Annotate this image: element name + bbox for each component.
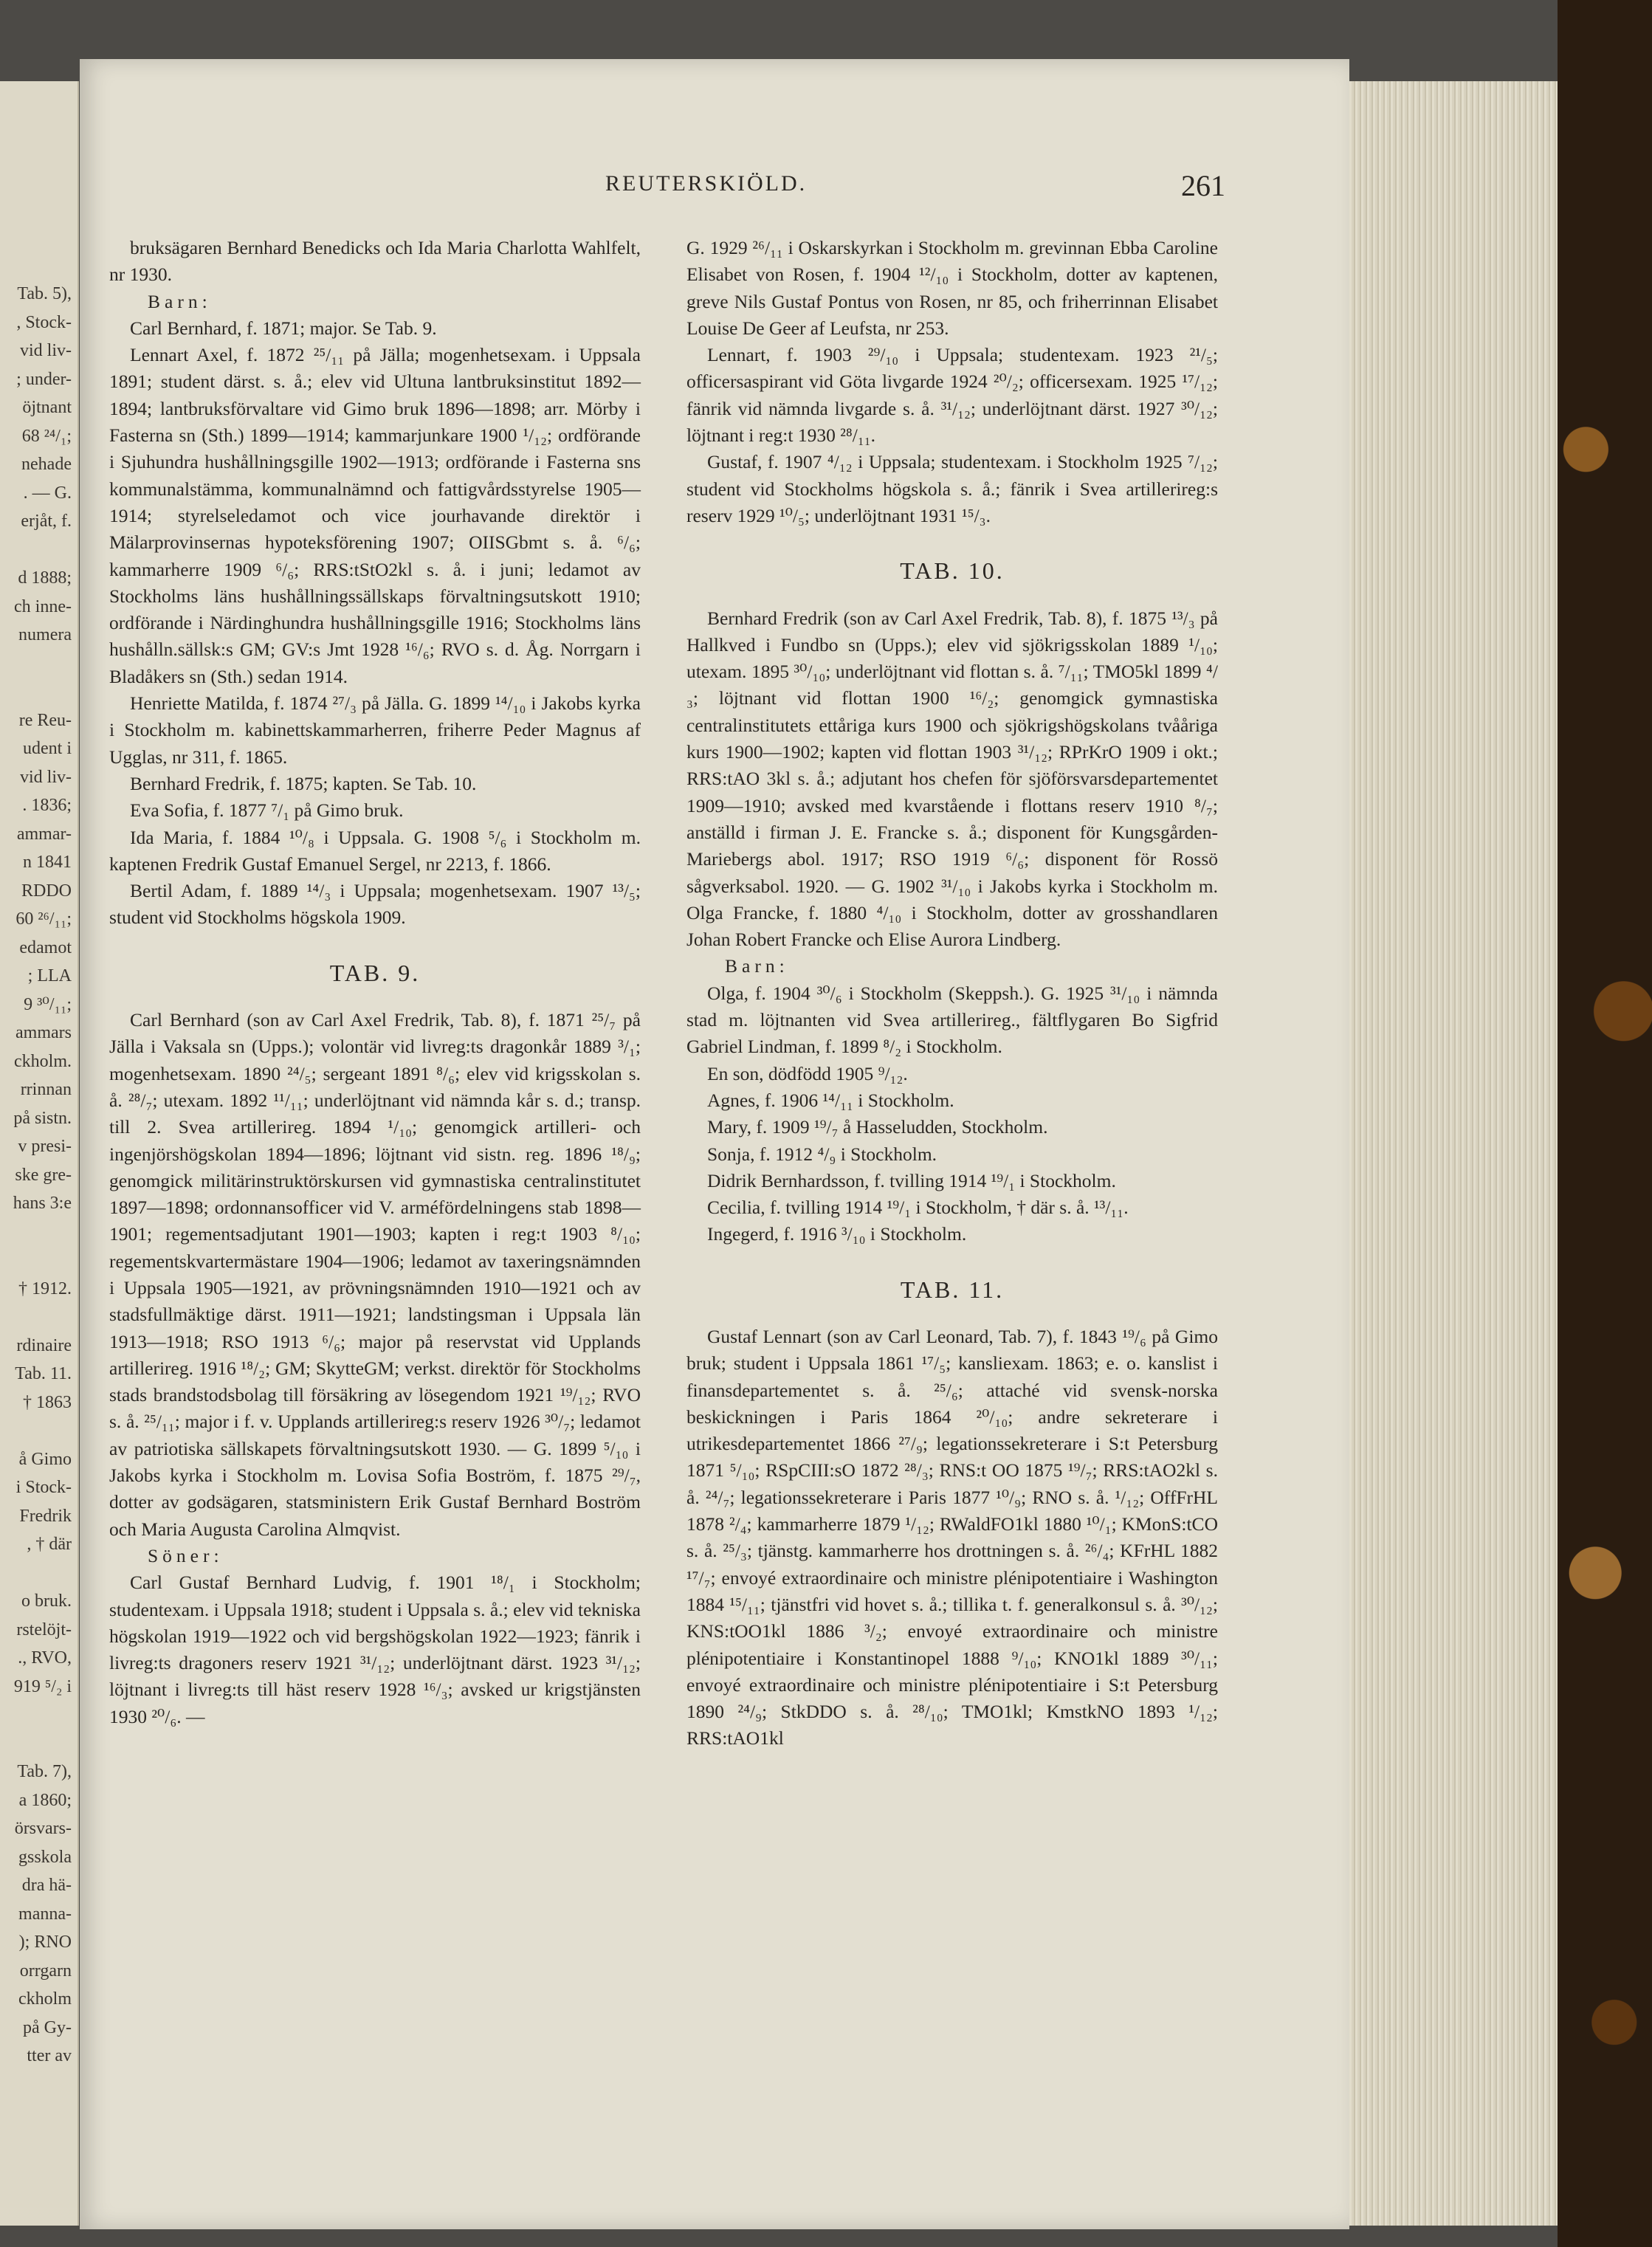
left-page-text-fragment: v presi- xyxy=(18,1137,72,1156)
entry-paragraph: Lennart Axel, f. 1872 ²⁵/₁₁ på Jälla; mogenhetsexam. i Uppsala 1891; student därst. s. å.; elev vid Ultuna lantbruksinstitut 1892—1894; lantbruksförvaltare vid Gimo bruk 1896—1898; arr. Mörby i Fasterna sn (Sth.) 1899—1914; kammarjunkare 1900 ¹/₁₂; ordförande i Sjuhundra hushållningsgille 1902—1913; ordförande i Fasterna sns kommunalstämma, kommunalnämnd och fattigvårdsstyrelse 1905—1914; styrelseledamot och vice jourhavande direktör i Mälarprovinsernas hypoteksförening 1907; OIISGbmt s. å. ⁶/₆; kammarherre 1909 ⁶/₆; RRS:tStO2kl s. å. i juni; ledamot av Stockholms läns hushållningssällskaps förvaltningsutskott 1910; ordförande i Närdinghundra hushållningsgille 1916; Stockholms läns hushålln.sällsk:s GM; GV:s Jmt 1928 ¹⁶/₆; RVO s. d. Åg. Norrgarn i Bladåkers sn (Sth.) sedan 1914. xyxy=(109,344,641,687)
left-page-text-fragment: Tab. 5), xyxy=(17,284,72,303)
left-page-text-fragment: . — G. xyxy=(23,483,72,503)
left-page-text-fragment: nehade xyxy=(21,455,72,474)
table-heading: TAB. 11. xyxy=(900,1276,1005,1303)
running-header: REUTERSKIÖLD. xyxy=(605,171,808,196)
entry-paragraph: bruksägaren Bernhard Benedicks och Ida Maria Charlotta Wahlfelt, nr 1930. xyxy=(109,237,641,286)
left-page-text-fragment: hans 3:e xyxy=(13,1194,72,1213)
left-page-text-fragment: 919 ⁵/₂ i xyxy=(13,1676,72,1696)
left-page-text-fragment: n 1841 xyxy=(23,853,72,872)
left-page-text-fragment: tter av xyxy=(27,2046,72,2065)
entry-paragraph: Bertil Adam, f. 1889 ¹⁴/₃ i Uppsala; mogenhetsexam. 1907 ¹³/₅; student vid Stockholms högskola 1909. xyxy=(109,880,641,929)
left-page-text-fragment: ch inne- xyxy=(14,596,72,616)
left-page-text-fragment: öjtnant xyxy=(22,398,72,417)
left-page-text-fragment: o bruk. xyxy=(21,1592,72,1611)
table-heading: TAB. 10. xyxy=(900,557,1005,585)
table-heading: TAB. 9. xyxy=(329,959,421,986)
left-page-text-fragment: a 1860; xyxy=(18,1790,72,1810)
entry-paragraph: Mary, f. 1909 ¹⁹/₇ å Hasseludden, Stockholm. xyxy=(707,1116,1048,1138)
left-column xyxy=(109,235,641,1730)
left-page-text-fragment: örsvars- xyxy=(14,1819,72,1838)
entry-paragraph: G. 1929 ²⁶/₁₁ i Oskarskyrkan i Stockholm m. grevinnan Ebba Caroline Elisabet von Rosen, f. 1904 ¹²/₁₀ i Stockholm, dotter av kaptenen, greve Nils Gustaf Pontus von Rosen, nr 85, och friherrinnan Elisabet Louise De Geer af Leufsta, nr 253. xyxy=(686,237,1218,339)
left-page-text-fragment: å Gimo xyxy=(18,1449,72,1469)
left-page-text-fragment: rrinnan xyxy=(20,1080,72,1099)
left-page-text-fragment: ammars xyxy=(16,1023,72,1042)
left-page-text-fragment: orrgarn xyxy=(19,1961,72,1981)
left-page-text-fragment: på Gy- xyxy=(23,2017,72,2037)
left-page-text-fragment: , † där xyxy=(27,1535,72,1554)
left-page-text-fragment: ammar- xyxy=(16,824,72,844)
left-page-text-fragment: † 1912. xyxy=(18,1279,72,1298)
left-page-text-fragment: erjåt, f. xyxy=(21,512,72,531)
entry-paragraph: Ida Maria, f. 1884 ¹⁰/₈ i Uppsala. G. 1908 ⁵/₆ i Stockholm m. kaptenen Fredrik Gustaf Emanuel Sergel, nr 2213, f. 1866. xyxy=(109,826,641,875)
section-label: Barn: xyxy=(148,290,212,312)
entry-paragraph: Cecilia, f. tvilling 1914 ¹⁹/₁ i Stockholm, † där s. å. ¹³/₁₁. xyxy=(707,1197,1129,1219)
left-page-text-fragment: Tab. 11. xyxy=(15,1364,72,1383)
entry-paragraph: Gustaf Lennart (son av Carl Leonard, Tab. 7), f. 1843 ¹⁹/₆ på Gimo bruk; student i Uppsala 1861 ¹⁷/₅; kansliexam. 1863; e. o. kanslist i finansdepartementet s. å. ²⁵/₆; attaché vid svensk-norska beskickningen i Paris 1864 ²⁰/₁₀; andre sekreterare i utrikesdepartementet 1866 ²⁷/₉; legationssekreterare i S:t Petersburg 1871 ⁵/₁₀; RSpCIII:sO 1872 ²⁸/₃; RNS:t OO 1875 ¹⁹/₇; RRS:tAO2kl s. å. ²⁴/₇; legationssekreterare i Paris 1877 ¹⁰/₉; RNO s. å. ¹/₁₂; OffFrHL 1878 ²/₄; kammarherre 1879 ¹/₁₂; RWaldFO1kl 1880 ¹⁰/₁; KMonS:tCO s. å. ²⁵/₃; tjänstg. kammarherre hos drottningen s. å. ²⁶/₄; KFrHL 1882 ¹⁷/₇; envoyé extraordinaire och ministre plénipotentiaire i Washington 1884 ¹⁵/₁₁; tjänstfri vid hovet s. å.; tillika t. f. generalkonsul s. å. ³⁰/₁₂; KNS:tOO1kl 1886 ³/₂; envoyé extraordinaire och ministre plénipotentiaire i Konstantinopel 1888 ⁹/₁₀; KNO1kl 1889 ³⁰/₁₁; envoyé extraordinaire och ministre plénipotentiaire i S:t Petersburg 1890 ²⁴/₉; StkDDO s. å. ²⁸/₁₀; TMO1kl; KmstkNO 1893 ¹/₁₂; RRS:tAO1kl xyxy=(686,1325,1218,1749)
right-column xyxy=(686,235,1218,1752)
entry-paragraph: Agnes, f. 1906 ¹⁴/₁₁ i Stockholm. xyxy=(707,1089,954,1111)
left-page-text-fragment: , Stock- xyxy=(16,312,72,332)
left-page-text-fragment: i Stock- xyxy=(16,1478,72,1497)
left-page-text-fragment: . 1836; xyxy=(22,796,72,815)
left-page-text-fragment: ); RNO xyxy=(18,1933,72,1952)
left-page-text-fragment: vid liv- xyxy=(20,767,72,787)
left-page-text-fragment: d 1888; xyxy=(18,568,72,588)
left-page-text-fragment: ckholm xyxy=(18,1989,72,2009)
left-page-text-fragment: numera xyxy=(18,625,72,644)
left-page-text-fragment: ; LLA xyxy=(27,966,72,985)
entry-paragraph: Carl Bernhard (son av Carl Axel Fredrik, Tab. 8), f. 1871 ²⁵/₇ på Jälla i Vaksala sn (Upps.); volontär vid livreg:ts dragonkår 1889 ³/₁; mogenhetsexam. 1890 ²⁴/₅; sergeant 1891 ⁸/₆; elev vid krigsskolan s. å. ²⁸/₇; utexam. 1892 ¹¹/₁₁; underlöjtnant vid nämnda kår s. d.; transp. till 2. Svea artillerireg. 1894 ¹/₁₀; genomgick artilleri- och ingenjörshögskolan 1894—1896; löjtnant vid sistn. reg. 1896 ¹⁸/₉; genomgick militärinstruktörskursen vid gymnastiska centralinstitutet 1897—1898; ordonnansofficer vid V. arméfördelningens stab 1898—1901; regementsadjutant 1901—1903; kapten i reg:t 1903 ⁸/₁₀; regementskvartermästare 1904—1906; ledamot av taxeringsnämnden i Uppsala 1905—1921, av prövningsnämnden 1910—1921 och av stadsfullmäktige därst. 1911—1921; landstingsman i Uppsala län 1913—1918; RSO 1913 ⁶/₆; major på reservstat vid Upplands artillerireg. 1916 ¹⁸/₂; GM; SkytteGM; verkst. direktör för Stockholms stads brandstodsbolag till försäkring av lösegendom 1921 ¹⁹/₁₂; RVO s. å. ²⁵/₁₁; major i f. v. Upplands artillerireg:s reserv 1926 ³⁰/₇; ledamot av patriotiska sällskapets förvaltningsutskott 1930. — G. 1899 ⁵/₁₀ i Jakobs kyrka i Stockholm m. Lovisa Sofia Boström, f. 1875 ²⁹/₇, dotter av godsägaren, statsministern Erik Gustaf Bernhard Boström och Maria Augusta Carolina Almqvist. xyxy=(109,1009,641,1540)
entry-paragraph: Sonja, f. 1912 ⁴/₉ i Stockholm. xyxy=(707,1143,937,1165)
left-page-text-fragment: 9 ³⁰/₁₁; xyxy=(24,994,72,1014)
left-page-text-fragment: Fredrik xyxy=(19,1506,72,1526)
left-page-text-fragment: 68 ²⁴/₁; xyxy=(21,426,72,446)
left-page-text-fragment: † 1863 xyxy=(23,1392,72,1412)
entry-paragraph: Carl Gustaf Bernhard Ludvig, f. 1901 ¹⁸/₁ i Stockholm; studentexam. i Uppsala 1918; student i Uppsala s. å.; elev vid tekniska högskolan 1919—1922 och vid bergshögskolan 1922—1923; fänrik i livreg:ts dragoners reserv 1921 ³¹/₁₂; underlöjtnant därst. 1923 ³¹/₁₂; löjtnant i livreg:ts till häst reserv 1928 ¹⁶/₃; avsked ur krigstjänsten 1930 ²⁰/₆. — xyxy=(109,1572,641,1727)
left-page-text-fragment: manna- xyxy=(18,1904,72,1924)
left-page-text-fragment: dra hä- xyxy=(21,1876,72,1895)
left-page-text-fragment: ckholm. xyxy=(14,1051,72,1071)
entry-paragraph: Lennart, f. 1903 ²⁹/₁₀ i Uppsala; studentexam. 1923 ²¹/₅; officersaspirant vid Göta livgarde 1924 ²⁰/₂; officersexam. 1925 ¹⁷/₁₂; fänrik vid nämnda livgarde s. å. ³¹/₁₂; underlöjtnant därst. 1927 ³⁰/₁₂; löjtnant i reg:t 1930 ²⁸/₁₁. xyxy=(686,344,1218,447)
left-page-text-fragment: rstelöjt- xyxy=(16,1620,72,1639)
entry-paragraph: Bernhard Fredrik (son av Carl Axel Fredrik, Tab. 8), f. 1875 ¹³/₃ på Hallkved i Fundbo sn (Upps.); elev vid sjökrigsskolan 1889 ¹/₁₀; utexam. 1895 ³⁰/₁₀; underlöjtnant vid flottan s. å. ⁷/₁₁; TMO5kl 1899 ⁴/₃; löjtnant vid flottan 1900 ¹⁶/₂; genomgick gymnastiska centralinstitutets ettåriga kurs 1900 och sjökrigshögskolans tvååriga kurs 1900—1902; kapten vid flottan 1903 ³¹/₁₂; RPrKrO 1909 i okt.; RRS:tAO 3kl s. å.; adjutant hos chefen för sjöförsvarsdepartementet 1909—1910; avsked med kvarstående i flottans reserv 1910 ⁸/₇; anställd i firman J. E. Francke s. å.; disponent för Kungsgården-Mariebergs abol. 1917; RSO 1919 ⁶/₆; disponent för Rossö sågverksabol. 1920. — G. 1902 ³¹/₁₀ i Jakobs kyrka i Stockholm m. Olga Francke, f. 1880 ⁴/₁₀ i Stockholm, dotter av grosshandlaren Johan Robert Francke och Elise Aurora Lindberg. xyxy=(686,607,1218,951)
left-page-text-fragment: ske gre- xyxy=(15,1165,72,1185)
entry-paragraph: Bernhard Fredrik, f. 1875; kapten. Se Tab. 10. xyxy=(130,772,477,794)
entry-paragraph: Eva Sofia, f. 1877 ⁷/₁ på Gimo bruk. xyxy=(130,799,404,822)
left-page-text-fragment: edamot xyxy=(19,937,72,957)
entry-paragraph: Didrik Bernhardsson, f. tvilling 1914 ¹⁹/₁ i Stockholm. xyxy=(707,1169,1116,1191)
left-page-text-fragment: RDDO xyxy=(21,881,72,901)
left-page-text-fragment: 60 ²⁶/₁₁; xyxy=(16,909,72,929)
entry-paragraph: Gustaf, f. 1907 ⁴/₁₂ i Uppsala; studentexam. i Stockholm 1925 ⁷/₁₂; student vid Stockholms högskola s. å.; fänrik i Svea artillerireg:s reserv 1929 ¹⁰/₅; underlöjtnant 1931 ¹⁵/₃. xyxy=(686,451,1218,526)
left-page-text-fragment: re Reu- xyxy=(18,710,72,730)
left-page-margin xyxy=(0,81,79,2226)
page-number: 261 xyxy=(1181,169,1225,202)
left-page-text-fragment: udent i xyxy=(23,739,72,758)
section-label: Barn: xyxy=(725,955,789,977)
entry-paragraph: Ingegerd, f. 1916 ³/₁₀ i Stockholm. xyxy=(707,1223,967,1245)
entry-paragraph: Carl Bernhard, f. 1871; major. Se Tab. 9. xyxy=(130,317,437,339)
left-page-text-fragment: på sistn. xyxy=(13,1108,72,1128)
left-page-text-fragment: ; under- xyxy=(16,369,72,389)
left-page-text-fragment: gsskola xyxy=(18,1847,72,1867)
section-label: Söner: xyxy=(148,1544,224,1566)
left-page-text-fragment: Tab. 7), xyxy=(17,1762,72,1781)
marbled-cover xyxy=(1558,0,1652,2247)
left-page-text-fragment: vid liv- xyxy=(20,341,72,360)
left-page-text-fragment: ., RVO, xyxy=(18,1648,72,1668)
left-page-text-fragment: rdinaire xyxy=(16,1335,72,1355)
entry-paragraph: En son, dödfödd 1905 ⁹/₁₂. xyxy=(707,1062,908,1084)
entry-paragraph: Henriette Matilda, f. 1874 ²⁷/₃ på Jälla. G. 1899 ¹⁴/₁₀ i Jakobs kyrka i Stockholm m. kabinettskammarherren, friherre Peder Magnus af Ugglas, nr 311, f. 1865. xyxy=(109,692,641,768)
entry-paragraph: Olga, f. 1904 ³⁰/₆ i Stockholm (Skeppsh.). G. 1925 ³¹/₁₀ i nämnda stad m. löjtnanten vid Svea artillerireg., fältflygaren Bo Sigfrid Gabriel Lindman, f. 1899 ⁸/₂ i Stockholm. xyxy=(686,982,1218,1058)
